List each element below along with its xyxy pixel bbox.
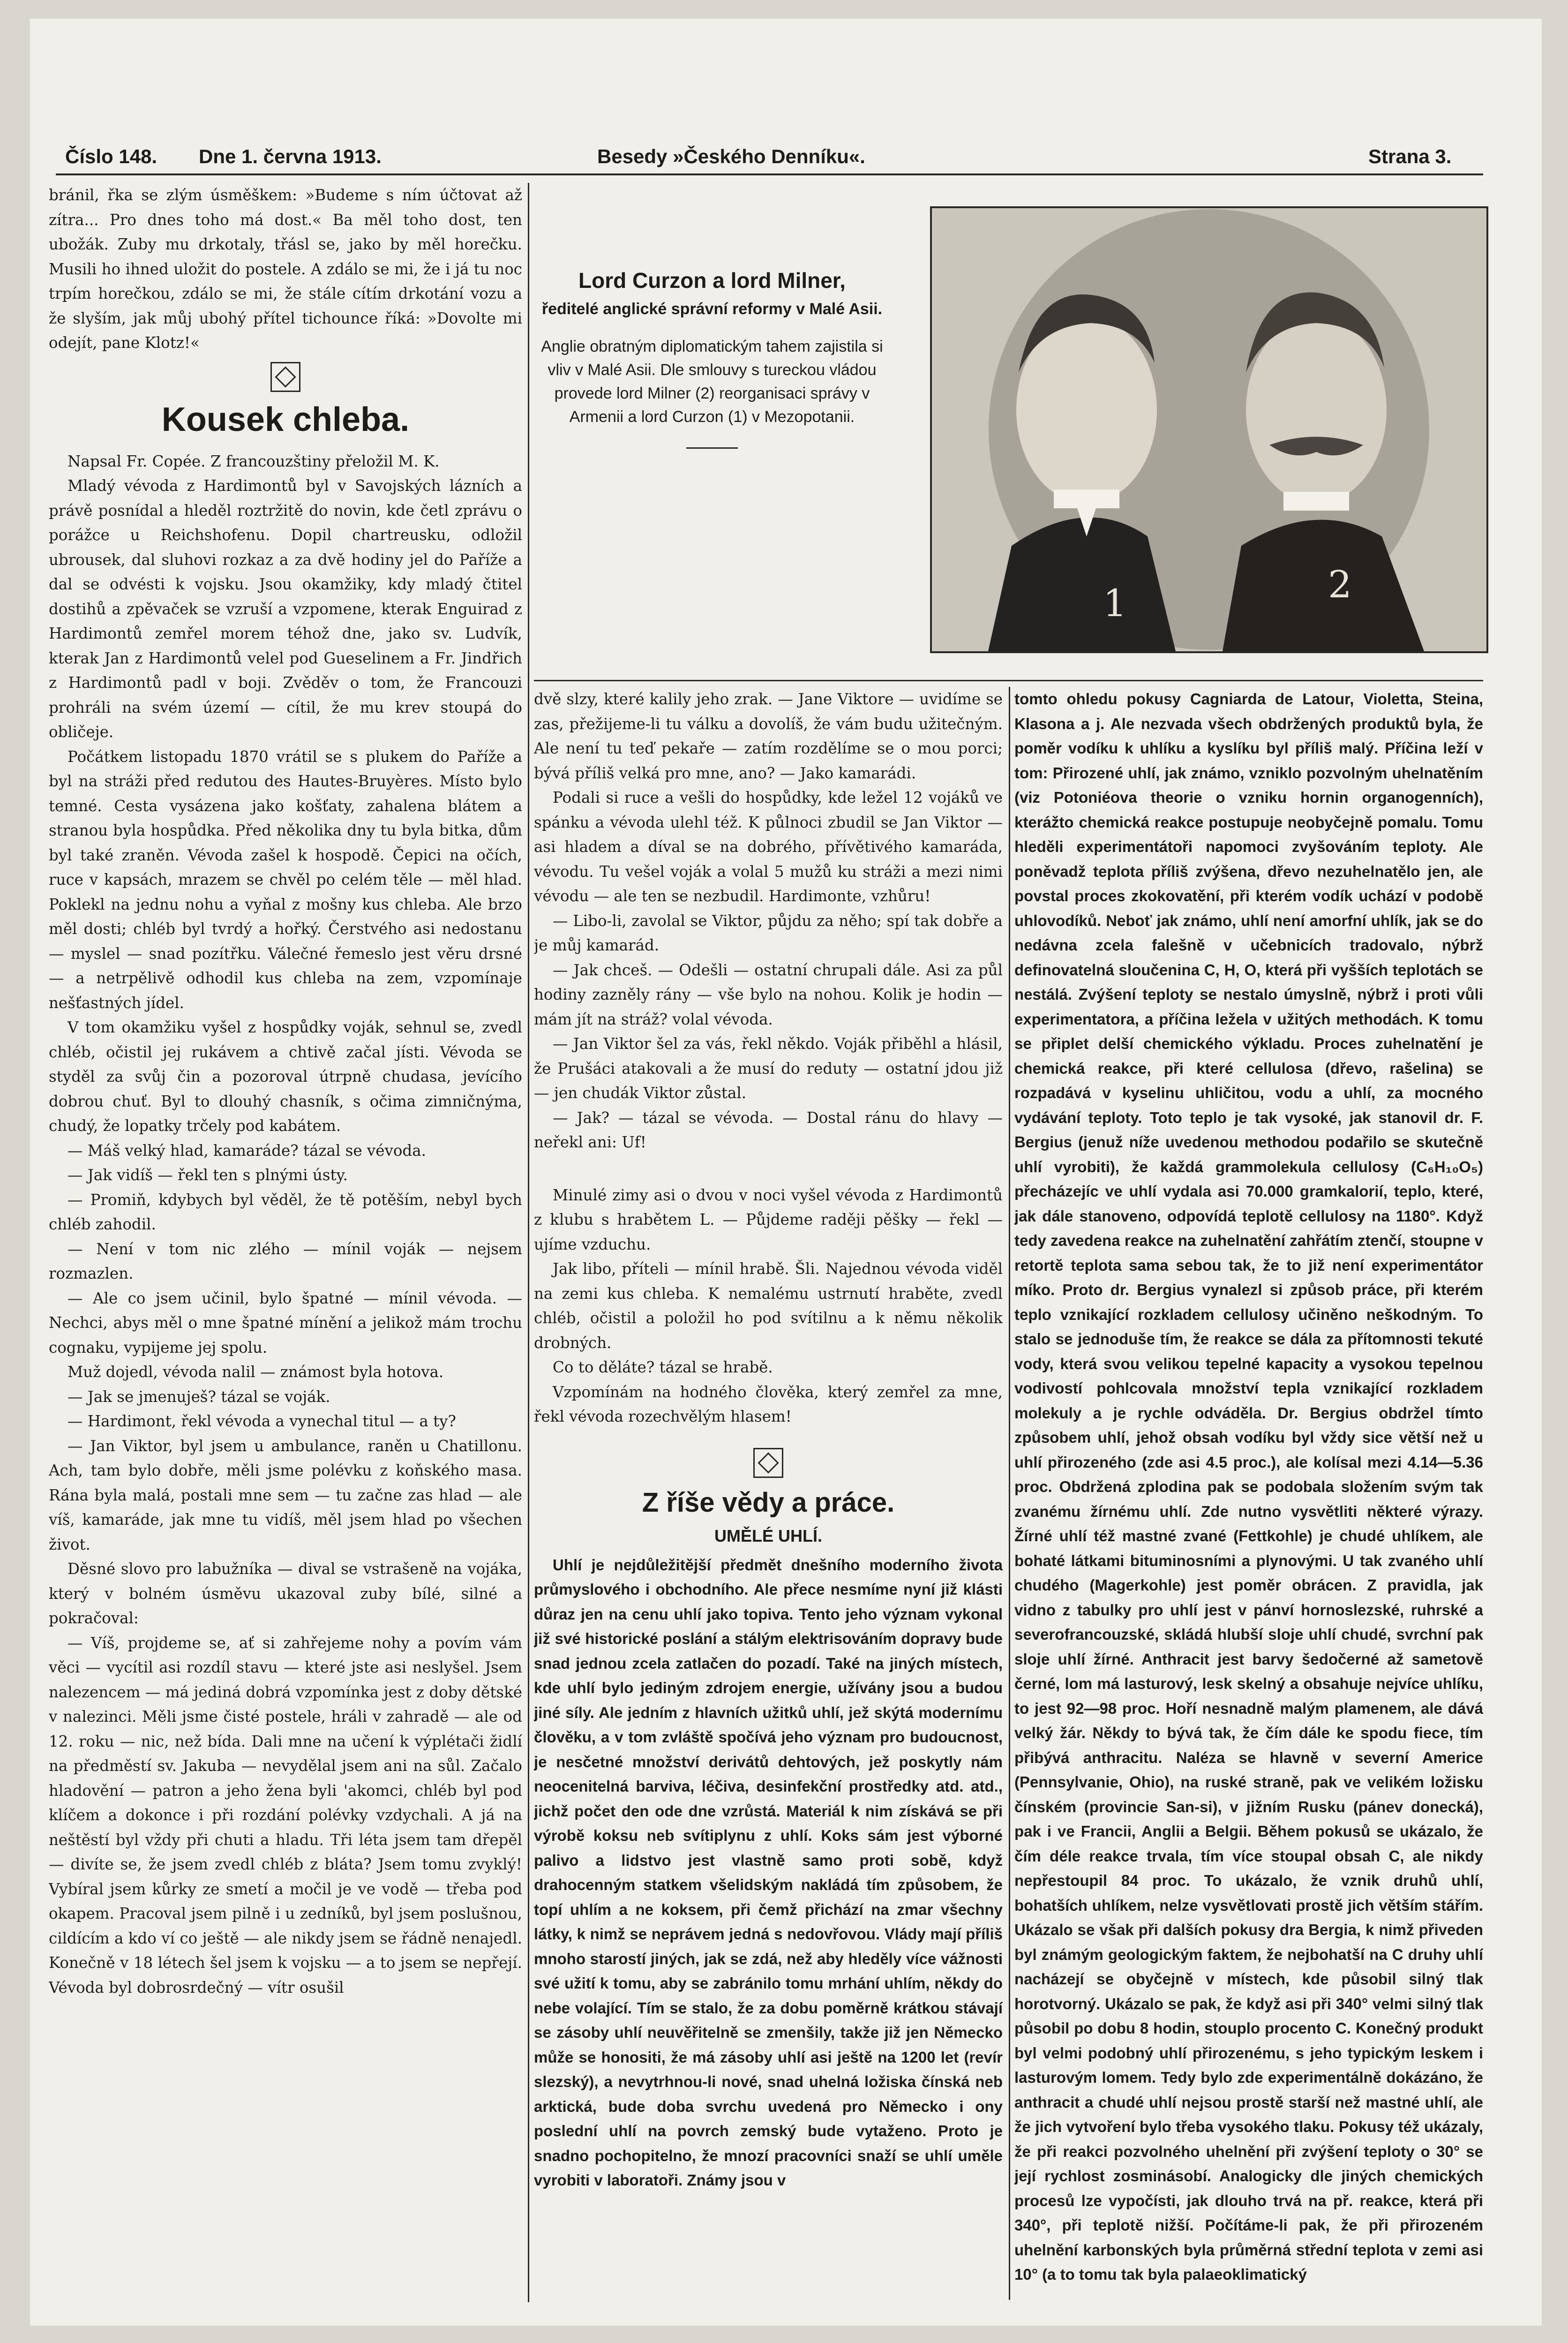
caption-rule <box>686 447 738 449</box>
portrait-illustration <box>932 208 1486 651</box>
intro-paragraph: bránil, řka se zlým úsměškem: »Budeme s ním účtovat až zítra... Pro dnes toho má dost.« Ba měl toho dost, ten ubožák. Zuby mu drkotaly, třásl se, jako by měl horečku. Musili ho ihned uložit do postele. A zdálo se mi, že i já tu noc trpím horečkou, zdálo se mi, že stále cítím drkotání vozu a že slyším, jak můj ubohý přítel tichounce říká: »Dovolte mi odejít, pane Klotz!« <box>49 186 522 352</box>
photo-bottom-rule <box>534 680 1483 681</box>
story-paragraph: — Hardimont, řekl vévoda a vynechal titul — a ty? <box>68 1412 456 1430</box>
issue-date: Dne 1. června 1913. <box>199 145 382 167</box>
story-paragraph: Počátkem listopadu 1870 vrátil se s plukem do Paříže a byl na stráži před redutou des Hautes-Bruyères. Místo bylo temné. Cesta vysázena jako košťaty, zahalena blátem a stranou byla hospůdka. Před několika dny tu byla bitka, dům byl také zraněn. Vévoda zašel k hospodě. Čepici na očích, ruce v kapsách, mrazem se chvěl po celém těle — měl hlad. Poklekl na jednu nohu a vyňal z mošny kus chleba. Ale brzo měl dosti; chléb byl tvrdý a hořký. Čerstvého asi nedostanu — myslel — snad pozítřku. Válečné řemeslo jest věru drsné — a netrpělivě odhodil kus chleba na zem, vzpomínaje nešťastných jídel. <box>49 747 522 1012</box>
column-divider <box>1009 687 1010 2300</box>
section-title: Besedy »Českého Denníku«. <box>597 145 865 167</box>
science-paragraph: tomto ohledu pokusy Cagniarda de Latour, Violetta, Steina, Klasona a j. Ale nezvada všech obdržených produktů byla, že poměr vodíku k uhlíku a kyslíku byl příliš malý. Příčina leží v tom: Přirozené uhlí, jak známo, vzniklo pozvolným uhelnatěním (viz Potoniéova theorie o vzniku hornin organogenních), kterážto chemická reakce postupuje neobyčejně pomalu. Tomu hleděli experimentátoři napomoci zvyšováním teploty. Ale poněvadž teplota příliš zvýšena, dřevo nezuhelnatělo jen, ale povstal proces zkokovatění, při kterém vodík uchází v podobě uhlovodíků. Neboť jak známo, uhlí není amorfní uhlík, jak se do nedávna zcela falešně v učebnicích tradovalo, nýbrž definovatelná sloučenina C, H, O, která při vyšších teplotách se nestálá. Zvýšení teploty se nestalo úmyslně, nýbrž i proti vůli experimentatora, a příčina ležela v užitých methodách. K tomu se připlet delší chemického výkladu. Proces zuhelnatění je chemická reakce, při které cellulosa (dřevo, rašelina) se rozpadává v kyselinu uhličitou, vodu a uhlí, za mocného vydávání teploty. Toto teplo je tak vysoké, jak stanovil dr. F. Bergius (jenuž níže uvedenou methodou podařilo se skutečně uhlí vyrobiti), že každá grammolekula cellulosy (C₆H₁₀O₅) přecházejíc ve uhlí vydala asi 70.000 gramkalorií, teplo, které, jak dále stanoveno, odpovídá teplotě cellulosy na 1180°. Když tedy zavedena reakce na zuhelnatění zahřátím ztenčí, stoupne v retortě teplota sama sebou tak, že to již není experimentátor míko. Proto dr. Bergius vynalezl si způsob práce, při kterém teplo vznikající rozkladem cellulosy učiněno neškodným. To stalo se jednoduše tím, že reakce se dála za přítomnosti tekuté vody, která svou velikou tepelné kapacity a vysokou tepelnou vodivostí pohlcovala množství tepla vznikající rozkladem molekuly a je rychle odváděla. Dr. Bergius obdržel tímto způsobem uhlí, jehož obsah vodíku byl vždy sice větší než u uhlí přirozeného (zde asi 4.5 proc.), ale kolísal mezi 4.14—5.36 proc. Obdržená zplodina pak se podobala složením svým tak zvanému žírnému uhlí. Zde nutno vysvětliti některé výrazy. Žírné uhlí též mastné zvané (Fettkohle) je chudé uhlíkem, ale bohaté látkami bituminosními a plynovými. U tak zvaného uhlí chudého (Magerkohle) jest poměr obrácen. Z pravidla, jak vidno z tabulky pro uhlí jest v pánví hornoslezské, ruhrské a severofrancouzské, skládá hlubší sloje uhlí chudé, svrchní pak sloje uhlí žírné. Anthracit jest barvy šedočerné až sametově černé, lom má lasturový, lesk skelný a obsahuje nejvíce uhlíku, to jest 92—98 proc. Hoří nesnadně malým plamenem, ale dává velký žár. Někdy to bývá tak, že čím dále ke spodu fiece, tím přibývá anthracitu. Naléza se hlavně v severní Americe (Pennsylvanie, Ohio), na ruské straně, pak ve velikém ložisku čínském (provincie San-si), v jižním Rusku (pánev donecká), pak i ve Francii, Anglii a Belgii. Během pokusů se ukázalo, že čím déle reakce trvala, tím více stoupal obsah C, ale nikdy nepřestoupil 84 proc. To ukázalo, že vznik druhů uhlí, bohatších uhlíkem, nelze vysvětlovati prostě jich větším stářím. Ukázalo se však při dalších pokusy dra Bergia, k nimž přiveden byl známým geologickým faktem, že nejbohatší na C druhy uhlí nacházejí se obyčejně v místech, kde působil silný tlak horotvorný. Ukázalo se pak, že když asi při 340° velmi silný tlak působil po dobu 8 hodin, stouplo procento C. Konečný produkt byl velmi podobný uhlí přirozenému, s jeho typickým leskem i lasturovým lomem. Tedy bylo zde experimentálně dokázáno, že anthracit a chudé uhlí nejsou prostě starší než mastné uhlí, ale že jich vytvoření bylo třeba vysokého tlaku. Pokusy též ukázaly, že při reakci pozvolného uhelnění při zvýšení teploty o 30° se její rychlost zosminásobí. Analogicky dle jiných chemických procesů lze vypočísti, jak dlouho trvá na př. reakce, která při 340°, při teplotě nižší. Počítáme-li pak, že při přirozeném uhelnění karbonských byla průměrná střední teplota v zemi asi 10° (a to tomu tak byla palaeoklimatický <box>1014 690 1483 2283</box>
right-column <box>1014 687 1483 2300</box>
story-paragraph: — Jak se jmenuješ? tázal se voják. <box>68 1387 330 1406</box>
story-continuation: Minulé zimy asi o dvou v noci vyšel vévoda z Hardimontů z klubu s hrabětem L. — Půjdeme raději pěšky — řekl — ujíme vzduchu. <box>534 1186 1003 1253</box>
story-paragraph: — Ale co jsem učinil, bylo špatné — mínil vévoda. — Nechci, abys měl o mne špatné mínění a jelikož mám trochu cognaku, vypijeme jej spolu. <box>49 1289 522 1356</box>
story-paragraph: — Víš, projdeme se, ať si zahřejeme nohy a povím vám věci — vycítil asi rozdíl stavu — které jste asi neslyšel. Jsem nalezencem — má jediná dobrá vzpomínka jest z doby dětské v nalezinci. Měli jsme čisté postele, hráli v zahradě — ale od 12. roku — nic, než bída. Dali mne na učení k výplétači židlí na předměstí sv. Jakuba — nevydělal jsem ani na sůl. Začalo hladovění — patron a jeho žena byli 'akomci, chléb byl pod klíčem a dokonce i při rozdání polévky vzdychali. A já na neštěstí byl vždy při chuti a hladu. Tři léta jsem tam dřepěl — divíte se, že jsem zvedl chléb z bláta? Jsem tomu zvyklý! Vybíral jsem kůrky ze smetí a močil je ve vodě — třeba pod okapem. Pracoval jsem pilně i u zedníků, byl jsem poslušnou, cildícím a kdo ví co ještě — ale nikdy jsem se řádně nenajedl. Konečně v 18 létech šel jsem k vojsku — a to jsem se nepřejí. Vévoda byl dobrosrdečný — vítr osušil <box>49 1634 522 1996</box>
story-paragraph: — Promiň, kdybych byl věděl, že tě potěším, nebyl bych chléb zahodil. <box>49 1190 522 1233</box>
section-ornament-icon <box>753 1448 783 1478</box>
story-continuation: — Jak chceš. — Odešli — ostatní chrupali dále. Asi za půl hodiny zazněly rány — vše bylo na nohou. Kolik je hodin — mám jít na stráž? volal vévoda. <box>534 961 1003 1028</box>
story-continuation: — Libo-li, zavolal se Viktor, půjdu za něho; spí tak dobře a je můj kamarád. <box>534 912 1003 954</box>
science-paragraph: Uhlí je nejdůležitější předmět dnešního moderního života průmyslového i obchodního. Ale přece nesmíme nyní již klásti důraz jen na cenu uhlí jako topiva. Tento jeho význam vykonal již své historické poslání a stálým elektrisováním dopravy bude snad jednou zcela zatlačen do pozadí. Také na jiných místech, kde uhlí bylo jediným zdrojem energie, užívány jsou a budou jiné síly. Ale jedním z hlavních užitků uhlí, jež skýtá modernímu člověku, a v tom zvláště spočívá jeho význam pro budoucnost, je nesčetné množství derivátů dehtových, jež poskytly nám neocenitelná barviva, léčiva, desinfekční prostředky atd. atd., jichž počet den ode dne vzrůstá. Materiál k nim získává se při výrobě koksu neb svítiplynu z uhlí. Koks sám jest výborné palivo a lidstvo jest vlastně samo proti sobě, když drahocenným statkem všelidským nakládá tím způsobem, že topí uhlím a ne koksem, při čemž přichází na zmar všechny látky, k nimž se neprávem jedná s nedovřovou. Vlády mají příliš mnoho starostí jiných, jak se zdá, než aby hleděly více vážnosti své užití k tomu, aby se zabránilo tomu mrhání uhlím, někdy do nebe volající. Tím se stalo, že za dobu poměrně krátkou stávají se zásoby uhlí neuvěřitelně se zmenšily, takže již jen Německo může se honositi, že má zásoby uhlí asi ještě na 1200 let (revír slezský), a nevytrhnou-li nové, snad uhelná ložiska čínská neb arktická, bude doba svrchu uvedená pro Německo i ony poslední uhlí na povrch zemský bude vytaženo. Proto je snadno pochopitelno, že mnozí pracovníci snaží se uhlí uměle vyrobiti v laboratoři. Známy jsou v <box>534 1556 1003 2189</box>
story-paragraph: — Máš velký hlad, kamaráde? tázal se vévoda. <box>68 1141 426 1160</box>
header-rule <box>56 173 1483 175</box>
portrait-photo <box>930 206 1488 653</box>
story-paragraph: Děsné slovo pro labužníka — dival se vstrašeně na vojáka, který v bolném úsměvu ukazoval zuby bílé, silné a pokračoval: <box>49 1560 522 1627</box>
section-ornament-icon <box>270 362 300 392</box>
story-continuation: Vzpomínám na hodného člověka, který zemřel za mne, řekl vévoda rozechvělým hlasem! <box>534 1383 1003 1425</box>
story-continuation: Co to děláte? tázal se hrabě. <box>553 1358 773 1376</box>
story-continuation: — Jan Viktor šel za vás, řekl někdo. Voják přiběhl a hlásil, že Prušáci atakovali a že musí do reduty — ostatní jdou již — jen chudák Viktor zůstal. <box>534 1035 1003 1102</box>
story-continuation: Podali si ruce a vešli do hospůdky, kde ležel 12 vojáků ve spánku a vévoda ulehl též. K půlnoci zbudil se Jan Viktor — asi hladem a díval se na dobrého, přívětivého kamaráda, vévodu. Tu vešel voják a volal 5 mužů ku stráži a mezi nimi vévodu — ale ten se nezbudil. Hardimonte, vzhůru! <box>534 789 1003 905</box>
issue-number: Číslo 148. <box>65 145 158 167</box>
left-column <box>49 183 522 2293</box>
photo-caption <box>534 267 890 449</box>
story-byline: Napsal Fr. Copée. Z francouzštiny přeložil M. K. <box>68 452 440 470</box>
science-section-title: Z říše vědy a práce. <box>642 1487 895 1518</box>
story-title: Kousek chleba. <box>161 400 410 438</box>
story-paragraph: — Není v tom nic zlého — mínil voják — nejsem rozmazlen. <box>49 1240 522 1282</box>
story-paragraph: V tom okamžiku vyšel z hospůdky voják, sehnul se, zvedl chléb, očistil jej rukávem a chtivě začal jísti. Vévoda se styděl za svůj čin a pozoroval útrpně chudasa, jevícího dobrou chuť. Byl to dlouhý chasník, s očima zimničnýma, chudý, že lopatky trčely pod kabátem. <box>49 1018 522 1135</box>
newspaper-page <box>30 19 1542 2326</box>
story-paragraph: Muž dojedl, vévoda nalil — známost byla hotova. <box>68 1363 444 1381</box>
story-paragraph: — Jan Viktor, byl jsem u ambulance, raněn u Chatillonu. Ach, tam bylo dobře, měli jsme polévku z koňského masa. Rána byla malá, postali mne sem — tu začne zas hlad — ale víš, kamaráde, jak mne tu vidíš, měl jsem hlad po všechen život. <box>49 1437 522 1553</box>
story-paragraph: Mladý vévoda z Hardimontů byl v Savojských lázních a právě posnídal a hleděl roztržitě do novin, kde četl zprávu o porážce u Reichshofenu. Dopil chartreusku, odložil ubrousek, dal sluhovi rozkaz a za dvě hodiny jel do Paříže a dal se odvésti k vojsku. Jsou okamžiky, kdy mladý čtitel dostihů a zpěvaček se vzruší a vzpomene, kterak Enguirad z Hardimontů zemřel morem téhož dne, jako sv. Ludvík, kterak Jan z Hardimontů velel pod Gueselinem a Fr. Jindřich z Hardimontů padl v boji. Zvěděv o tom, že Francouzi prohráli na svém území — cítil, že mu krev stoupá do obličeje. <box>49 477 522 741</box>
column-divider <box>528 183 529 2302</box>
caption-subtitle: ředitelé anglické správní reformy v Malé Asii. <box>541 300 883 318</box>
page-number: Strana 3. <box>1368 145 1452 167</box>
story-continuation: — Jak? — tázal se vévoda. — Dostal ránu do hlavy — neřekl ani: Uf! <box>534 1108 1003 1151</box>
story-continuation: Jak libo, příteli — mínil hrabě. Šli. Najednou vévoda viděl na zemi kus chleba. K nemalému ustrnutí hraběte, zvedl chléb, očistil a položil ho pod svítilnu a k němu několik drobných. <box>534 1260 1003 1352</box>
svg-text:1: 1 <box>1103 581 1127 625</box>
story-paragraph: — Jak vidíš — řekl ten s plnými ústy. <box>68 1166 348 1184</box>
svg-text:2: 2 <box>1328 563 1352 606</box>
story-continuation: dvě slzy, které kalily jeho zrak. — Jane Viktore — uvidíme se zas, přežijeme-li tu válku a dovolíš, že vám budu užitečným. Ale není tu teď pekaře — zatím rozdělíme se o mou porci; bývá příliš velká pro mne, ano? — Jako kamarádi. <box>534 690 1003 782</box>
caption-title: Lord Curzon a lord Milner, <box>578 268 846 293</box>
science-article-title: UMĚLÉ UHLÍ. <box>714 1526 822 1545</box>
caption-text: Anglie obratným diplomatickým tahem zajistila si vliv v Malé Asii. Dle smlouvy s tureckou vládou provede lord Milner (2) reorganisaci správy v Armenii a lord Curzon (1) v Mezopotanii. <box>541 338 883 426</box>
middle-column <box>534 687 1003 2300</box>
